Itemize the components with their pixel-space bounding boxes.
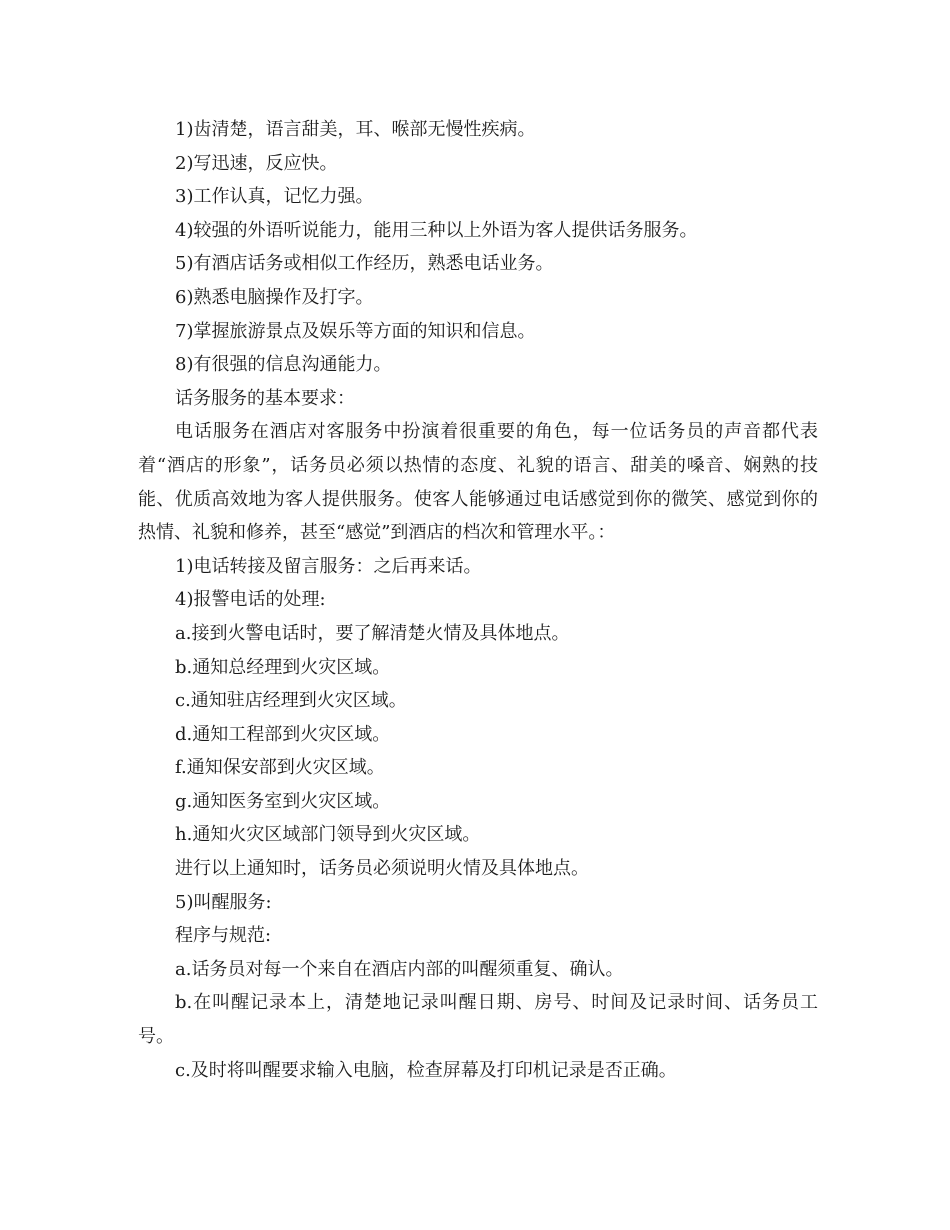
list-item: 1)齿清楚，语言甜美，耳、喉部无慢性疾病。 (175, 119, 536, 140)
list-item: a.话务员对每一个来自在酒店内部的叫醒须重复、确认。 (175, 958, 624, 980)
list-item: 3)工作认真，记忆力强。 (175, 186, 374, 208)
list-item: c.及时将叫醒要求输入电脑，检查屏幕及打印机记录是否正确。 (175, 1059, 677, 1081)
section-heading: 5)叫醒服务: (175, 891, 272, 913)
section-heading: 4)报警电话的处理: (175, 589, 326, 611)
list-item: b.通知总经理到火灾区域。 (175, 656, 391, 678)
list-item: d.通知工程部到火灾区域。 (175, 723, 391, 745)
list-item: 4)较强的外语听说能力，能用三种以上外语为客人提供话务服务。 (175, 219, 698, 241)
list-item: 7)掌握旅游景点及娱乐等方面的知识和信息。 (175, 320, 536, 342)
list-item: h.通知火灾区域部门领导到火灾区域。 (175, 824, 481, 846)
body-paragraph: 电话服务在酒店对客服务中扮演着很重要的角色，每一位话务员的声音都代表着“酒店的形象”，话务员必须以热情的态度、礼貌的语言、甜美的嗓音、娴熟的技能、优质高效地为客人提供服务。使客人能够通过电话感觉到你的微笑、感觉到你的热情、礼貌和修养，甚至“感觉”到酒店的档次和管理水平。： (138, 421, 818, 544)
body-line: 进行以上通知时，话务员必须说明火情及具体地点。 (175, 858, 589, 880)
list-item: 5)有酒店话务或相似工作经历，熟悉电话业务。 (175, 253, 554, 275)
list-item: 8)有很强的信息沟通能力。 (175, 354, 392, 376)
list-item: f.通知保安部到火灾区域。 (175, 757, 385, 779)
section-heading: 程序与规范: (175, 925, 272, 947)
section-heading: 话务服务的基本要求： (175, 387, 355, 409)
body-paragraph: b.在叫醒记录本上，清楚地记录叫醒日期、房号、时间及记录时间、话务员工号。 (138, 992, 818, 1048)
list-item: 1)电话转接及留言服务：之后再来话。 (175, 555, 482, 577)
list-item: a.接到火警电话时，要了解清楚火情及具体地点。 (175, 622, 570, 644)
list-item: g.通知医务室到火灾区域。 (175, 790, 391, 812)
list-item: c.通知驻店经理到火灾区域。 (175, 690, 407, 712)
document-body (138, 113, 818, 1087)
list-item: 6)熟悉电脑操作及打字。 (175, 286, 374, 308)
list-item: 2)写迅速，反应快。 (175, 152, 338, 174)
